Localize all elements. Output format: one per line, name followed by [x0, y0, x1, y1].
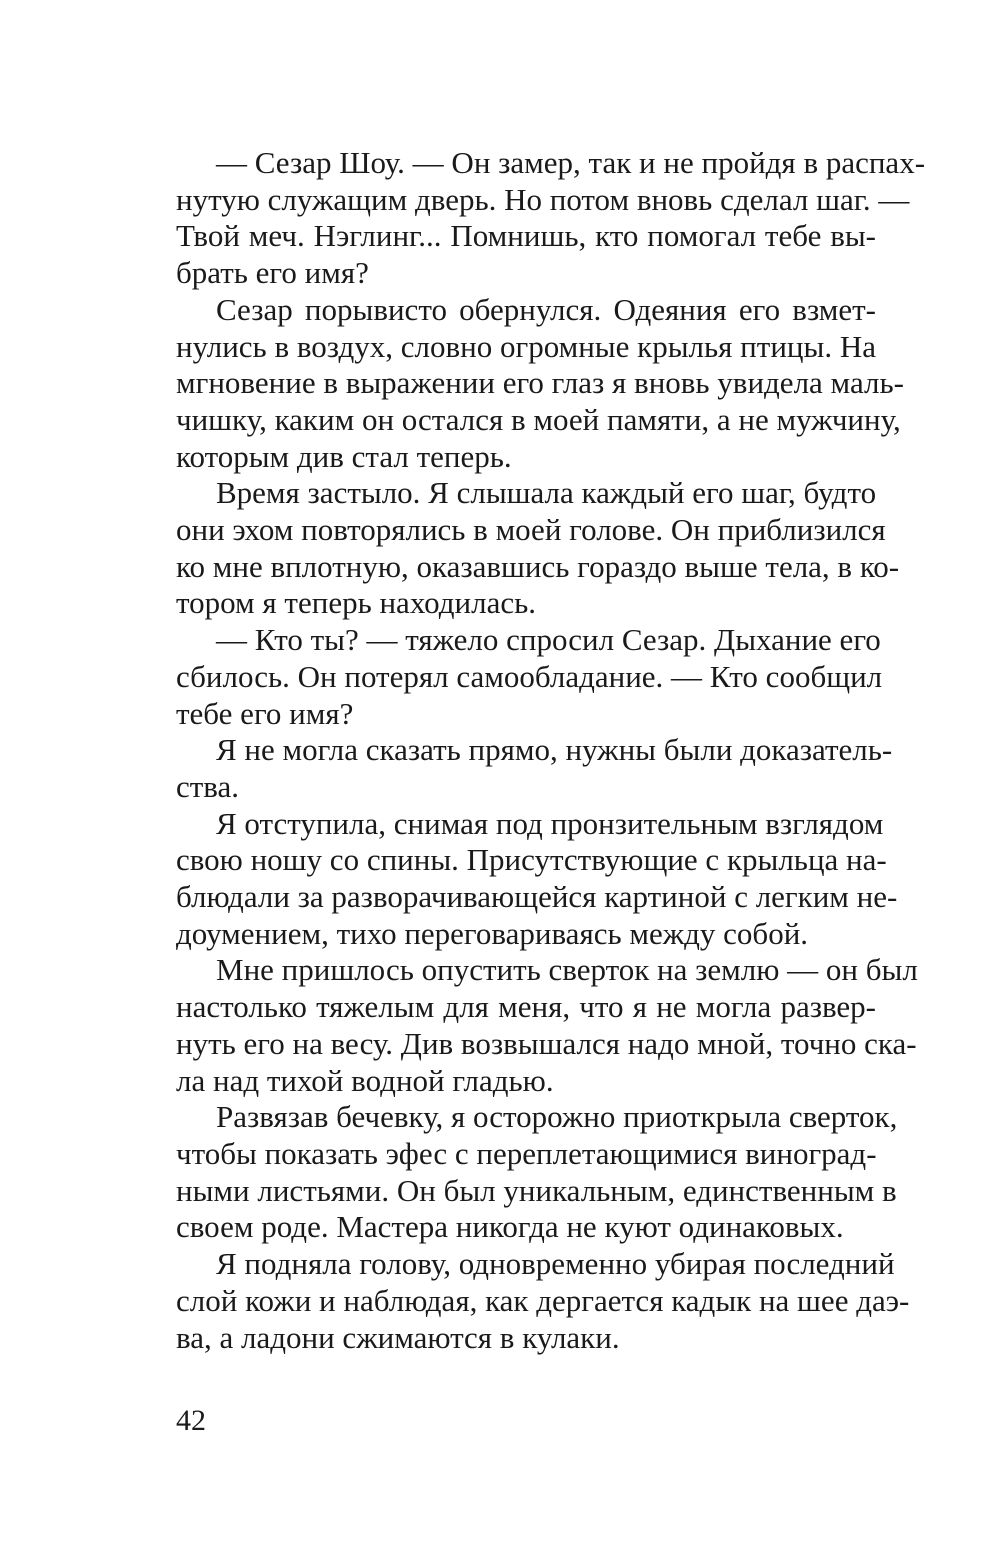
- text-line: тебе его имя?: [176, 695, 354, 731]
- paragraph: [176, 732, 893, 805]
- text-line: своем роде. Мастера никогда не куют одинаковых.: [176, 1209, 844, 1245]
- text-line: свою ношу со спины. Присутствующие с крыльца на-: [176, 842, 887, 878]
- text-line: ла над тихой водной гладью.: [176, 1062, 554, 1098]
- text-line: Я подняла голову, одновременно убирая последний: [216, 1246, 895, 1282]
- paragraph: [176, 291, 904, 476]
- text-line: доумением, тихо переговариваясь между собой.: [176, 915, 809, 951]
- paragraph: [176, 1099, 898, 1246]
- text-line: Мне пришлось опустить сверток на землю — он был: [216, 952, 918, 988]
- text-line: нулись в воздух, словно огромные крылья птицы. На: [176, 328, 876, 364]
- text-line: — Сезар Шоу. — Он замер, так и не пройдя в распах-: [216, 145, 926, 180]
- text-line: Я отступила, снимая под пронзительным взглядом: [216, 805, 884, 841]
- text-line: чтобы показать эфес с переплетающимися виноград-: [176, 1135, 877, 1171]
- text-line: Твой меч. Нэглинг... Помнишь, кто помогал тебе вы-: [176, 218, 876, 254]
- text-line: ства.: [176, 768, 240, 804]
- text-line: сбилось. Он потерял самообладание. — Кто сообщил: [176, 658, 883, 694]
- text-line: нуть его на весу. Див возвышался надо мной, точно ска-: [176, 1025, 917, 1061]
- body-text: [176, 145, 926, 1356]
- text-line: нутую служащим дверь. Но потом вновь сделал шаг. —: [176, 181, 910, 217]
- paragraph: [176, 475, 900, 622]
- text-line: они эхом повторялись в моей голове. Он приблизился: [176, 512, 886, 548]
- text-line: — Кто ты? — тяжело спросил Сезар. Дыхание его: [216, 622, 881, 658]
- text-line: тором я теперь находилась.: [176, 585, 536, 621]
- text-line: ко мне вплотную, оказавшись гораздо выше тела, в ко-: [176, 548, 900, 584]
- paragraph: [176, 952, 918, 1099]
- page-number: 42: [176, 1404, 206, 1437]
- text-line: слой кожи и наблюдая, как дергается кадык на шее даэ-: [176, 1282, 910, 1318]
- text-line: Время застыло. Я слышала каждый его шаг, будто: [216, 475, 877, 511]
- text-line: настолько тяжелым для меня, что я не могла развер-: [176, 989, 876, 1025]
- text-line: Сезар порывисто обернулся. Одеяния его взмет-: [216, 291, 876, 327]
- paragraph: [176, 1246, 910, 1356]
- text-line: ными листьями. Он был уникальным, единственным в: [176, 1172, 897, 1208]
- paragraph: [176, 805, 898, 953]
- text-line: которым див стал теперь.: [176, 438, 512, 474]
- paragraph: [176, 145, 926, 292]
- text-line: брать его имя?: [176, 255, 369, 291]
- text-line: блюдали за разворачивающейся картиной с легким не-: [176, 879, 898, 915]
- paragraph: [176, 622, 883, 732]
- text-line: мгновение в выражении его глаз я вновь увидела маль-: [176, 365, 904, 401]
- text-line: Я не могла сказать прямо, нужны были доказатель-: [216, 732, 893, 768]
- text-line: чишку, каким он остался в моей памяти, а не мужчину,: [176, 401, 901, 437]
- text-line: Развязав бечевку, я осторожно приоткрыла сверток,: [216, 1099, 898, 1135]
- text-line: ва, а ладони сжимаются в кулаки.: [176, 1319, 620, 1355]
